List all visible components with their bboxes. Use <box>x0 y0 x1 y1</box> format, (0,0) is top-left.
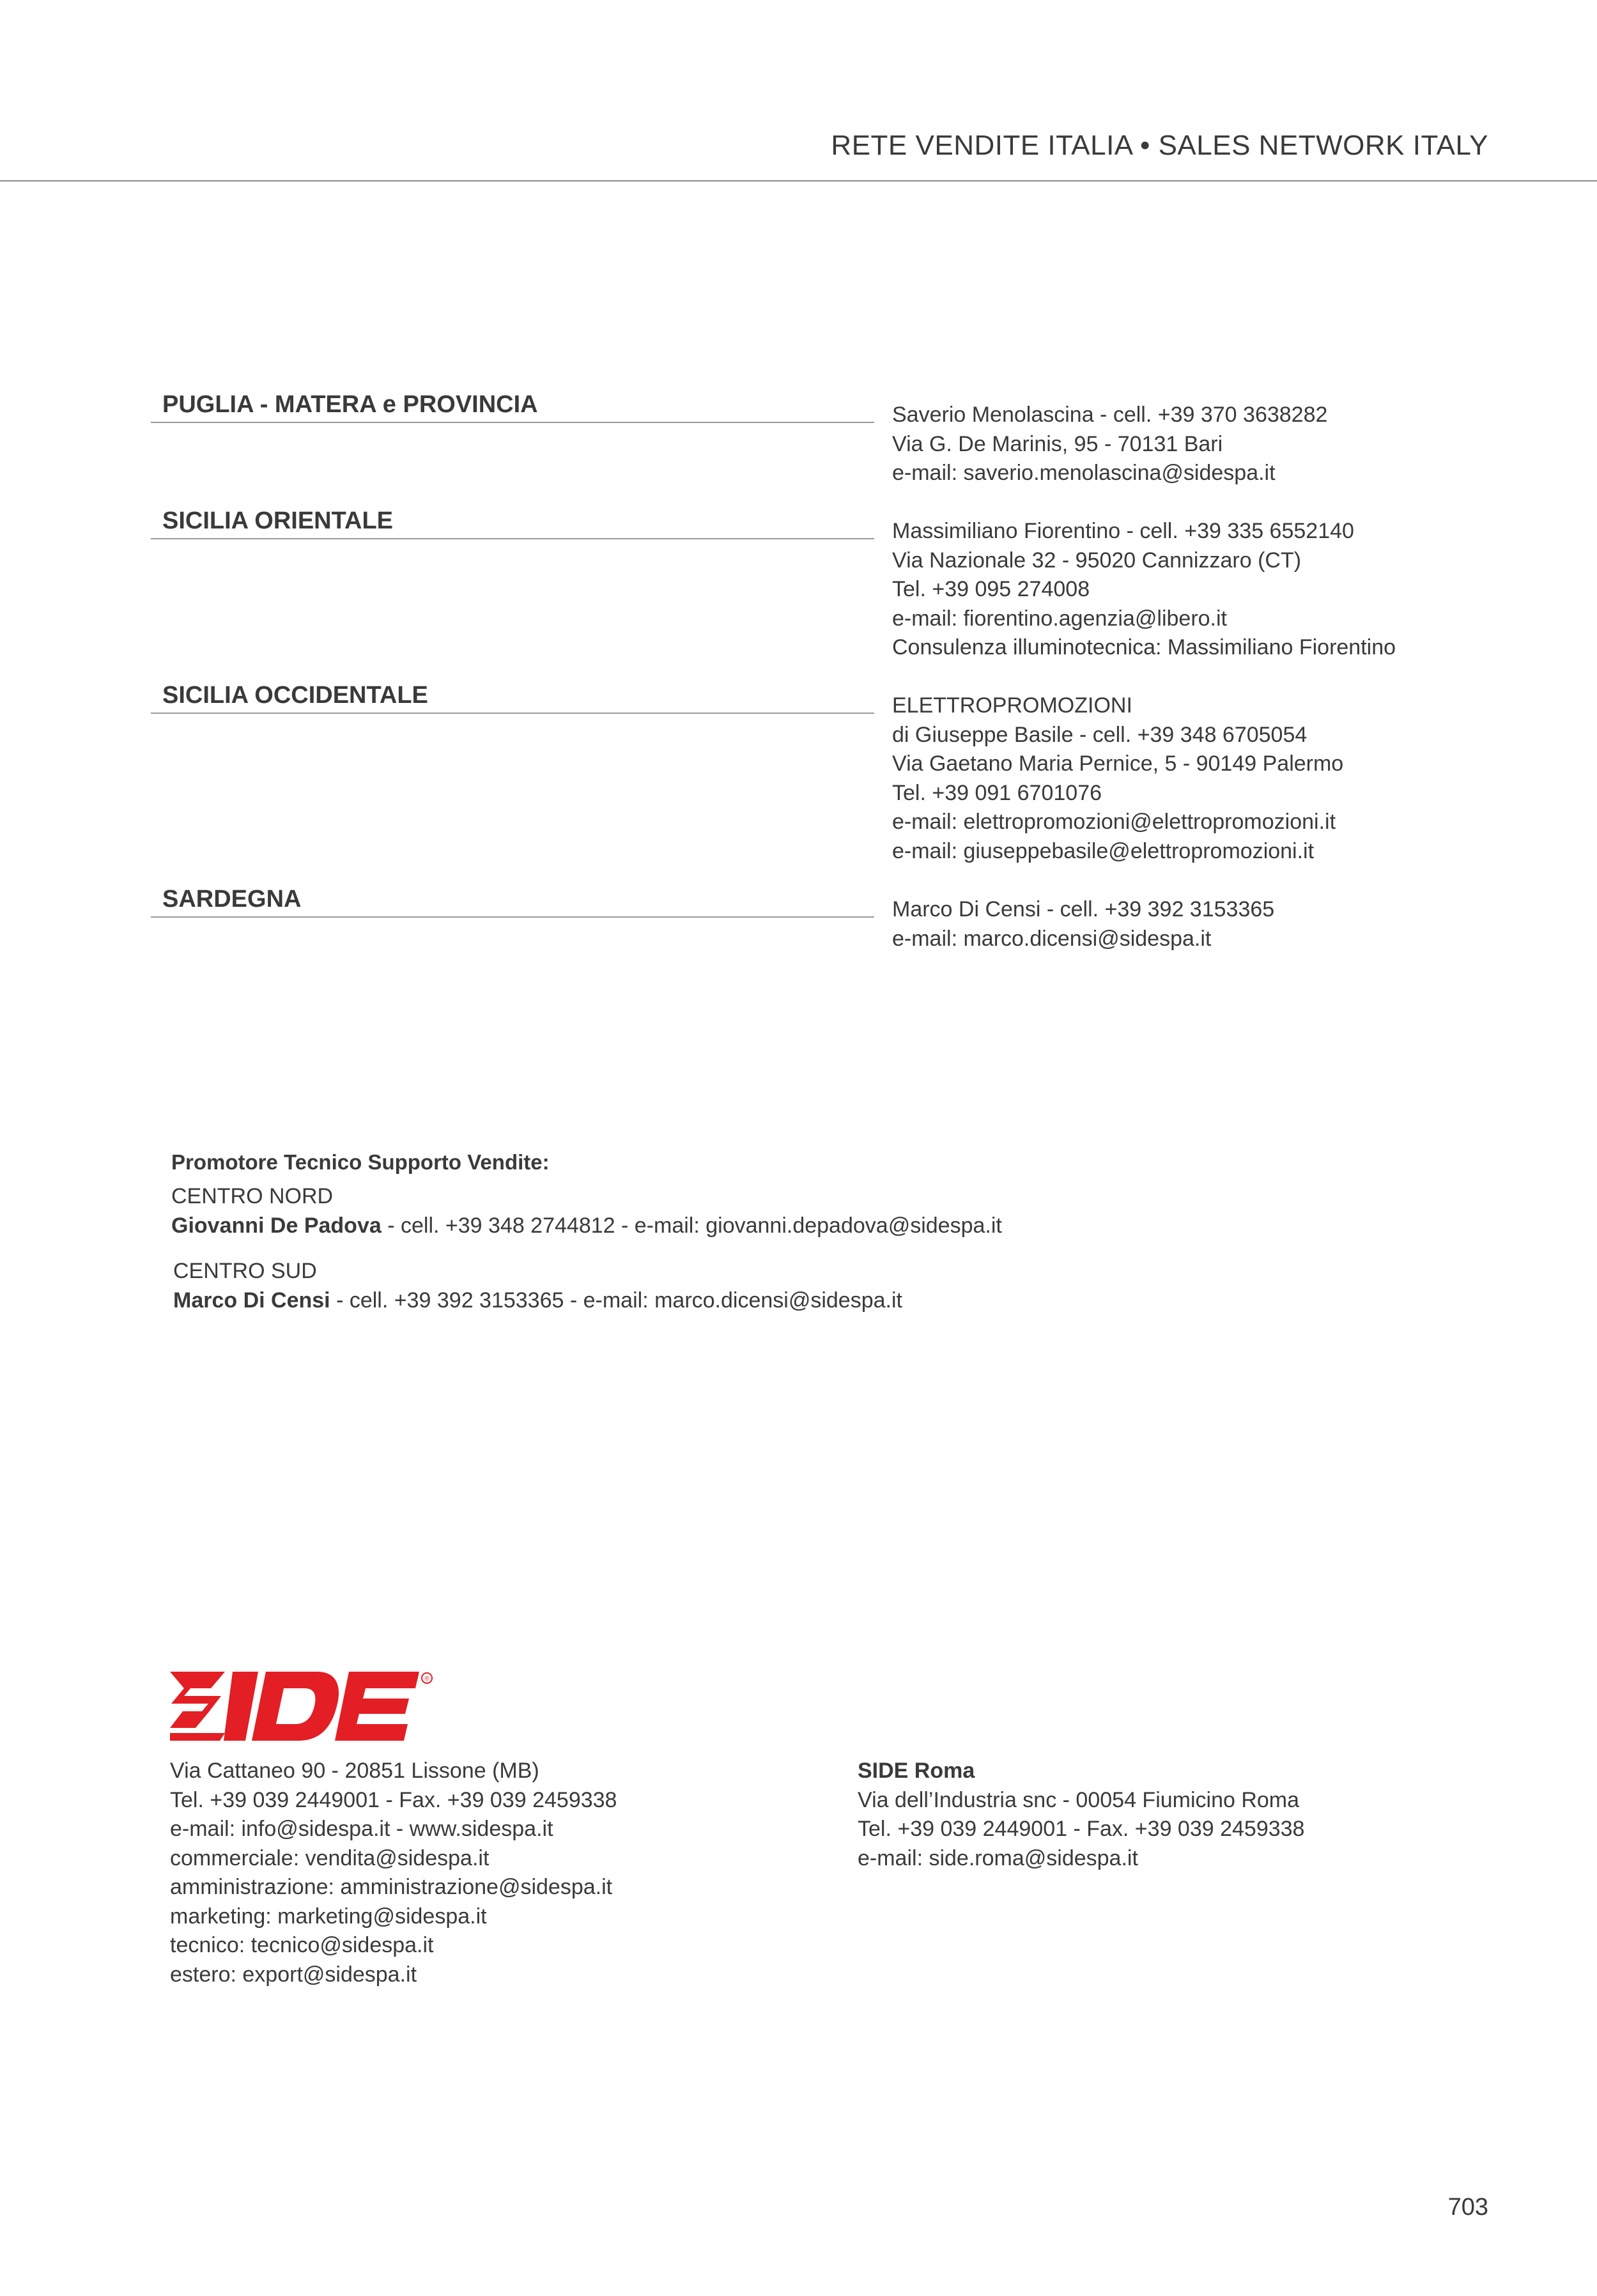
contact-email[interactable]: e-mail: fiorentino.agenzia@libero.it <box>892 606 1227 631</box>
contact-line: Marco Di Censi - cell. +39 392 3153365 <box>892 897 1275 921</box>
contact-line: Via G. De Marinis, 95 - 70131 Bari <box>892 431 1223 456</box>
region-divider <box>151 538 874 539</box>
contact-line: Massimiliano Fiorentino - cell. +39 335 6552140 <box>892 519 1354 543</box>
page-header-title: RETE VENDITE ITALIA • SALES NETWORK ITALY <box>831 130 1488 161</box>
header-divider <box>0 180 1597 181</box>
address-email[interactable]: estero: export@sidespa.it <box>170 1962 417 1987</box>
region-divider <box>151 916 874 918</box>
region-name: PUGLIA - MATERA e PROVINCIA <box>162 391 538 418</box>
promoter-north-name: Giovanni De Padova <box>171 1213 382 1238</box>
contact-line: Via Nazionale 32 - 95020 Cannizzaro (CT) <box>892 548 1302 573</box>
promoter-north-details: - cell. +39 348 2744812 - e-mail: giovanni.depadova@sidespa.it <box>381 1213 1002 1238</box>
promoter-title: Promotore Tecnico Supporto Vendite: <box>171 1150 550 1174</box>
contact-puglia <box>892 401 1327 488</box>
page-number: 703 <box>1447 2194 1488 2221</box>
contact-email[interactable]: e-mail: elettropromozioni@elettropromozioni.it <box>892 810 1336 834</box>
promoter-south-name: Marco Di Censi <box>173 1288 330 1313</box>
contact-line: ELETTROPROMOZIONI <box>892 693 1132 718</box>
contact-line: Via Gaetano Maria Pernice, 5 - 90149 Palermo <box>892 751 1344 776</box>
address-line: Tel. +39 039 2449001 - Fax. +39 039 2459338 <box>170 1787 617 1812</box>
rome-office-title: SIDE Roma <box>858 1759 975 1783</box>
address-email[interactable]: amministrazione: amministrazione@sidespa.it <box>170 1875 613 1899</box>
address-line: Tel. +39 039 2449001 - Fax. +39 039 2459338 <box>858 1817 1305 1841</box>
address-email[interactable]: tecnico: tecnico@sidespa.it <box>170 1933 434 1957</box>
address-email[interactable]: marketing: marketing@sidespa.it <box>170 1904 487 1929</box>
side-logo <box>170 1672 433 1741</box>
region-divider <box>151 713 874 714</box>
contact-sicilia-occidentale <box>892 691 1343 866</box>
contact-email[interactable]: e-mail: giuseppebasile@elettropromozioni.it <box>892 838 1315 863</box>
promoter-south-contact <box>173 1288 902 1313</box>
contact-email[interactable]: e-mail: marco.dicensi@sidespa.it <box>892 926 1212 951</box>
contact-line: Consulenza illuminotecnica: Massimiliano Fiorentino <box>892 635 1396 659</box>
address-email[interactable]: e-mail: info@sidespa.it - www.sidespa.it <box>170 1817 553 1841</box>
address-email[interactable]: commerciale: vendita@sidespa.it <box>170 1845 490 1870</box>
promoter-north-area: CENTRO NORD <box>171 1184 334 1208</box>
contact-sardegna <box>892 895 1274 953</box>
promoter-south-details: - cell. +39 392 3153365 - e-mail: marco.dicensi@sidespa.it <box>330 1288 902 1313</box>
registered-mark: ® <box>424 1676 429 1683</box>
rome-office-address <box>858 1757 1304 1873</box>
headquarters-address <box>170 1757 617 1989</box>
contact-line: Tel. +39 095 274008 <box>892 577 1090 601</box>
address-line: Via dell’Industria snc - 00054 Fiumicino Roma <box>858 1787 1300 1812</box>
contact-email[interactable]: e-mail: saverio.menolascina@sidespa.it <box>892 461 1276 485</box>
region-name: SICILIA OCCIDENTALE <box>162 682 428 709</box>
region-name: SICILIA ORIENTALE <box>162 507 393 534</box>
contact-line: Saverio Menolascina - cell. +39 370 3638282 <box>892 403 1328 427</box>
contact-sicilia-orientale <box>892 517 1396 663</box>
contact-line: di Giuseppe Basile - cell. +39 348 6705054 <box>892 722 1308 747</box>
region-divider <box>151 422 874 423</box>
promoter-south-area: CENTRO SUD <box>173 1259 317 1283</box>
promoter-north-contact <box>171 1213 1002 1238</box>
address-email[interactable]: e-mail: side.roma@sidespa.it <box>858 1845 1138 1870</box>
region-name: SARDEGNA <box>162 886 302 913</box>
contact-line: Tel. +39 091 6701076 <box>892 780 1102 805</box>
address-line: Via Cattaneo 90 - 20851 Lissone (MB) <box>170 1759 539 1783</box>
